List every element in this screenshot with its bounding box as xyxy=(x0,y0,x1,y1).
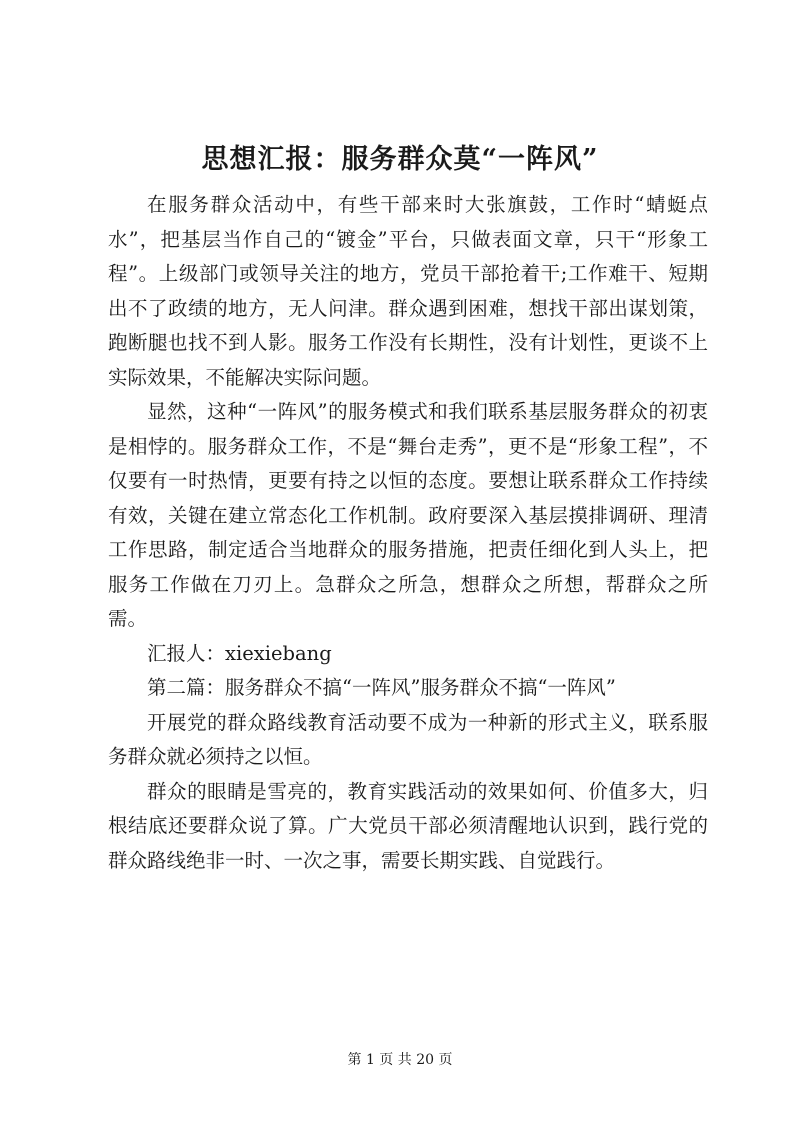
paragraph-1: 在服务群众活动中，有些干部来时大张旗鼓，工作时“蜻蜓点水”，把基层当作自己的“镀金”平台，只做表面文章，只干“形象工程”。上级部门或领导关注的地方，党员干部抢着干;工作难干、短期出不了政绩的地方，无人问津。群众遇到困难，想找干部出谋划策，跑断腿也找不到人影。服务工作没有长期性，没有计划性，更谈不上实际效果，不能解决实际问题。 xyxy=(108,193,708,389)
document-body xyxy=(108,188,708,878)
paragraph-2: 显然，这种“一阵风”的服务模式和我们联系基层服务群众的初衷是相悖的。服务群众工作，不是“舞台走秀”，更不是“形象工程”，不仅要有一时热情，更要有持之以恒的态度。要想让联系群众工作持续有效，关键在建立常态化工作机制。政府要深入基层摸排调研、理清工作思路，制定适合当地群众的服务措施，把责任细化到人头上，把服务工作做在刀刃上。急群众之所急，想群众之所想，帮群众之所需。 xyxy=(108,400,708,630)
second-article-heading: 第二篇：服务群众不搞“一阵风”服务群众不搞“一阵风” xyxy=(147,676,616,699)
reporter-line: 汇报人：xiexiebang xyxy=(147,641,332,665)
page-number-footer: 第 1 页 共 20 页 xyxy=(347,1052,453,1068)
paragraph-4: 群众的眼睛是雪亮的，教育实践活动的效果如何、价值多大，归根结底还要群众说了算。广大党员干部必须清醒地认识到，践行党的群众路线绝非一时、一次之事，需要长期实践、自觉践行。 xyxy=(108,779,708,872)
document-title: 思想汇报：服务群众莫“一阵风” xyxy=(201,144,599,175)
paragraph-3: 开展党的群众路线教育活动要不成为一种新的形式主义，联系服务群众就必须持之以恒。 xyxy=(108,710,708,768)
